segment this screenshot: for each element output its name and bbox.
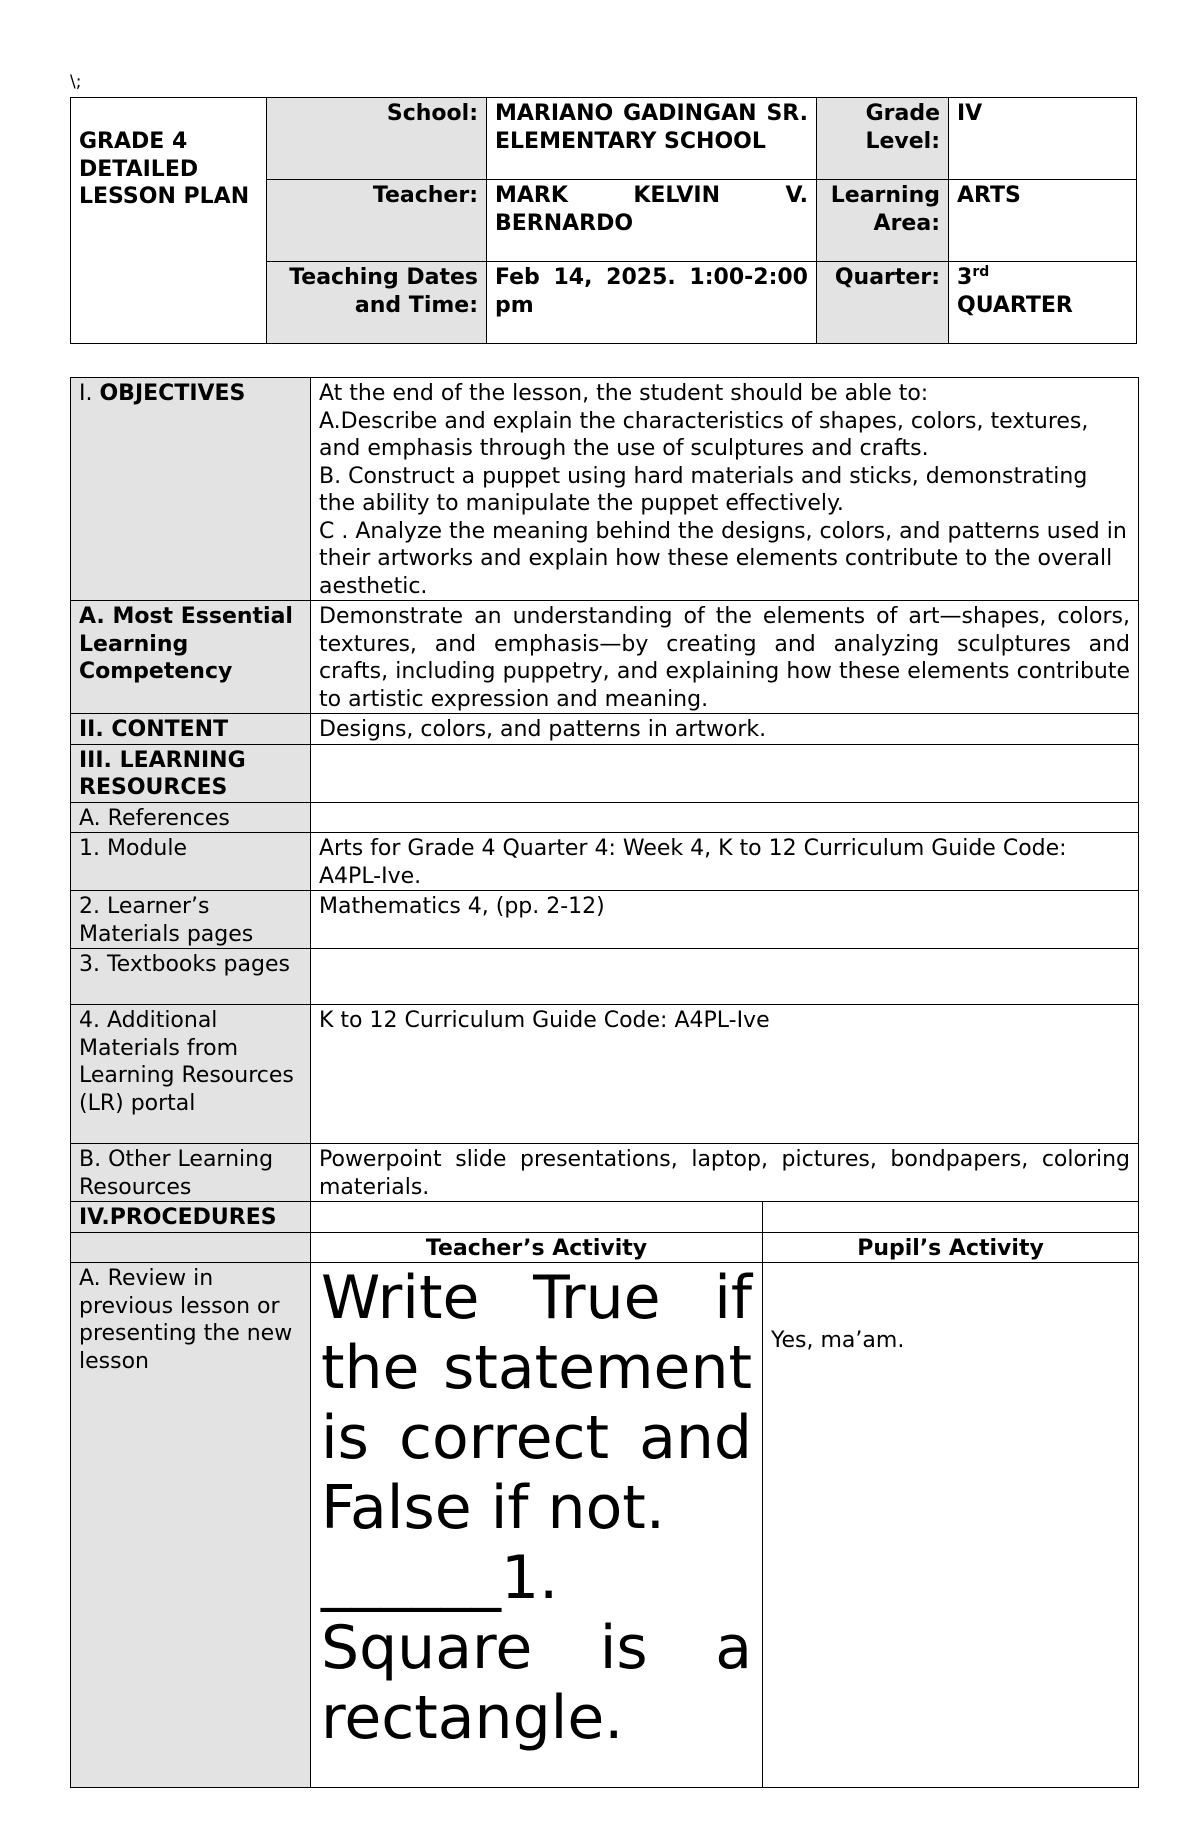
other-resources-value: Powerpoint slide presentations, laptop, pictures, bondpapers, coloring materials. — [311, 1144, 1139, 1202]
activity-header-row — [71, 1232, 1139, 1263]
learning-resources-row — [71, 744, 1139, 802]
quarter-number: 3 — [957, 265, 973, 290]
review-label: A. Review in previous lesson or presenting the new lesson — [71, 1263, 311, 1788]
teacher-question-item: ______1. Square is a rectangle. — [321, 1543, 752, 1753]
module-label: 1. Module — [71, 833, 311, 891]
textbooks-label: 3. Textbooks pages — [71, 949, 311, 1005]
references-value — [311, 802, 1139, 833]
references-row — [71, 802, 1139, 833]
learning-area-value: ARTS — [949, 180, 1137, 262]
teaching-dates-label: Teaching Dates and Time: — [267, 262, 487, 344]
procedures-pupil-blank — [763, 1202, 1139, 1233]
teacher-activity-header: Teacher’s Activity — [311, 1232, 763, 1263]
objectives-content — [311, 378, 1139, 601]
grade-level-label: Grade Level: — [817, 98, 949, 180]
teacher-instruction: Write True if the statement is correct and False if not. — [321, 1263, 752, 1543]
header-table — [70, 97, 1137, 344]
objectives-intro: At the end of the lesson, the student should be able to: — [319, 381, 929, 406]
learner-materials-label: 2. Learner’s Materials pages — [71, 891, 311, 949]
procedures-row — [71, 1202, 1139, 1233]
pupil-response: Yes, ma’am. — [771, 1328, 905, 1353]
activity-header-blank — [71, 1232, 311, 1263]
pupil-activity-header: Pupil’s Activity — [763, 1232, 1139, 1263]
content-row — [71, 714, 1139, 745]
learner-materials-row — [71, 891, 1139, 949]
content-value: Designs, colors, and patterns in artwork. — [311, 714, 1139, 745]
teaching-dates-value: Feb 14, 2025. 1:00-2:00 pm — [487, 262, 817, 344]
objectives-label: I. OBJECTIVES — [71, 378, 311, 601]
teacher-value: MARK KELVIN V. BERNARDO — [487, 180, 817, 262]
objective-b: B. Construct a puppet using hard materials and sticks, demonstrating the ability to manipulate the puppet effectively. — [319, 463, 1088, 516]
learning-area-label: Learning Area: — [817, 180, 949, 262]
objective-a: A.Describe and explain the characteristics of shapes, colors, textures, and emphasis through the use of sculptures and crafts. — [319, 408, 1089, 461]
quarter-label: Quarter: — [817, 262, 949, 344]
teacher-activity-content — [311, 1263, 763, 1788]
stray-mark: \; — [70, 72, 82, 92]
school-value: MARIANO GADINGAN SR. ELEMENTARY SCHOOL — [487, 98, 817, 180]
competency-row — [71, 601, 1139, 714]
school-label: School: — [267, 98, 487, 180]
procedures-label: IV.PROCEDURES — [71, 1202, 311, 1233]
objective-c: C . Analyze the meaning behind the designs, colors, and patterns used in their artworks and explain how these elements contribute to the overall aesthetic. — [319, 518, 1127, 599]
learner-materials-value: Mathematics 4, (pp. 2-12) — [311, 891, 1139, 949]
additional-materials-row — [71, 1005, 1139, 1144]
content-label: II. CONTENT — [71, 714, 311, 745]
lesson-plan-title: GRADE 4 DETAILED LESSON PLAN — [71, 98, 267, 344]
procedures-teacher-blank — [311, 1202, 763, 1233]
quarter-value — [949, 262, 1137, 344]
quarter-word: QUARTER — [957, 292, 1073, 318]
grade-level-value: IV — [949, 98, 1137, 180]
other-resources-label: B. Other Learning Resources — [71, 1144, 311, 1202]
additional-materials-value: K to 12 Curriculum Guide Code: A4PL-Ive — [311, 1005, 1139, 1144]
additional-materials-label: 4. Additional Materials from Learning Resources (LR) portal — [71, 1005, 311, 1144]
objectives-row — [71, 378, 1139, 601]
competency-value: Demonstrate an understanding of the elements of art—shapes, colors, textures, and emphasis—by creating and analyzing sculptures and crafts, including puppetry, and explaining how these elements contribute to artistic expression and meaning. — [311, 601, 1139, 714]
learning-resources-value — [311, 744, 1139, 802]
teacher-label: Teacher: — [267, 180, 487, 262]
references-label: A. References — [71, 802, 311, 833]
module-value: Arts for Grade 4 Quarter 4: Week 4, K to 12 Curriculum Guide Code: A4PL-Ive. — [311, 833, 1139, 891]
quarter-suffix: rd — [972, 264, 990, 280]
pupil-activity-content — [763, 1263, 1139, 1788]
learning-resources-label: III. LEARNING RESOURCES — [71, 744, 311, 802]
main-table — [70, 377, 1139, 1788]
module-row — [71, 833, 1139, 891]
competency-label: A. Most Essential Learning Competency — [71, 601, 311, 714]
other-resources-row — [71, 1144, 1139, 1202]
review-row — [71, 1263, 1139, 1788]
textbooks-row — [71, 949, 1139, 1005]
textbooks-value — [311, 949, 1139, 1005]
